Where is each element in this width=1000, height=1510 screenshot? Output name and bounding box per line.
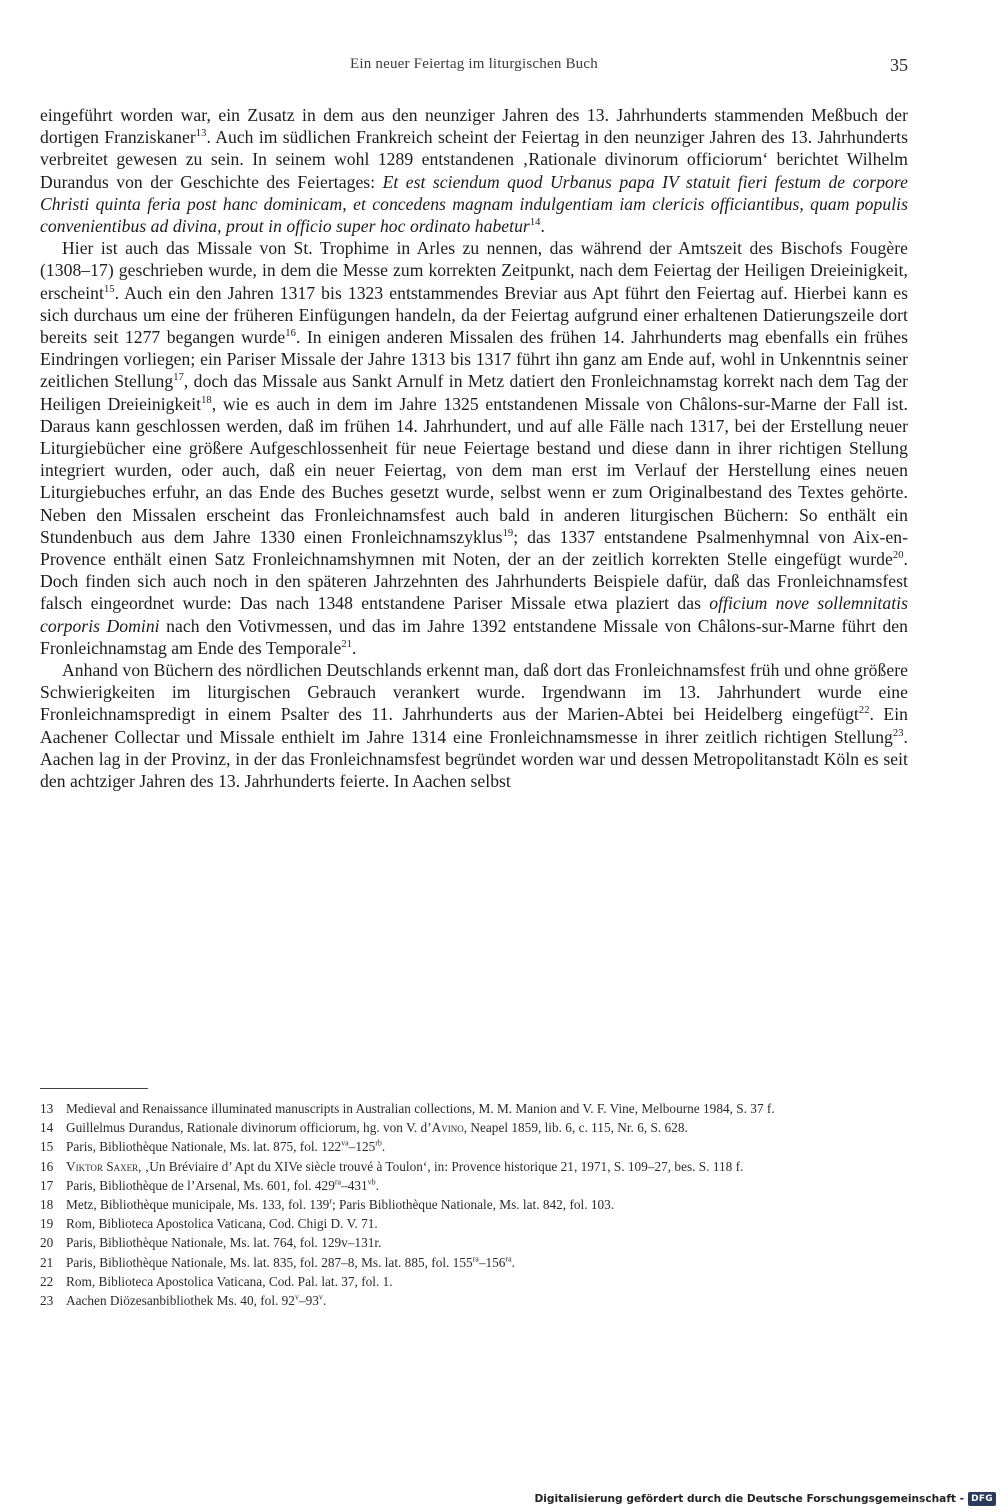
page-header bbox=[40, 56, 908, 86]
text-run: –156 bbox=[478, 1254, 506, 1270]
folio-superscript: rb bbox=[375, 1138, 382, 1148]
paragraph-1 bbox=[40, 104, 908, 237]
text-run: , Neapel 1859, lib. 6, c. 115, Nr. 6, S. 628. bbox=[463, 1120, 688, 1136]
text-run: . bbox=[351, 637, 357, 658]
author-name: Avino bbox=[431, 1120, 464, 1136]
author-name: Viktor Saxer bbox=[66, 1158, 139, 1174]
footnote-ref: 19 bbox=[502, 528, 514, 539]
folio-superscript: ra bbox=[334, 1177, 342, 1187]
footnote-16 bbox=[40, 1157, 908, 1176]
dfg-logo-icon: DFG bbox=[968, 1492, 996, 1506]
footnote-text: Rom, Biblioteca Apostolica Vaticana, Cod. Chigi D. V. 71. bbox=[66, 1216, 378, 1232]
text-run: . Doch finden sich auch noch in den späteren Jahrzehnten des Jahrhunderts Beispiele dafür, daß das Fronleichnamsfest falsch eingeordnet wurde: Das nach 1348 entstandene Pariser Missale etwa plaziert das bbox=[40, 549, 908, 614]
text-run: Metz, Bibliothèque municipale, Ms. 133, fol. 139 bbox=[66, 1197, 330, 1213]
footnote-17 bbox=[40, 1176, 908, 1195]
page-number: 35 bbox=[890, 55, 908, 75]
text-run: , wie es auch in dem im Jahre 1325 entstandenen Missale von Châlons-sur-Marne der Fall ist. Daraus kann geschlossen werden, daß im frühen 14. Jahrhundert, und auf alle Fälle nach 1317, bei der Erstellung neuer Liturgiebücher eine größere Aufgeschlossenheit für neue Feiertage bestand und diese dann in ihrer richtigen Stellung integriert wurden, oder auch, daß ein neuer Feiertag, von dem man erst im Verlauf der Herstellung eines neuen Liturgiebuches erfuhr, an das Ende des Buches gesetzt wurde, selbst wenn er zum Originalbestand des Textes gehörte. Neben den Missalen erscheint das Fronleichnamsfest auch bald in anderen liturgischen Büchern: So enthält ein Stundenbuch aus dem Jahre 1330 einen Fronleichnamszyklus bbox=[40, 393, 909, 547]
footnote-text bbox=[66, 1118, 908, 1137]
footnote-number: 21 bbox=[40, 1254, 54, 1270]
footnote-15 bbox=[40, 1137, 908, 1156]
footnote-number: 19 bbox=[40, 1216, 54, 1232]
footnote-19 bbox=[40, 1214, 908, 1233]
folio-superscript: v bbox=[294, 1292, 299, 1302]
footnote-number: 17 bbox=[40, 1177, 54, 1193]
footnote-ref: 15 bbox=[103, 283, 115, 295]
footnote-text bbox=[66, 1291, 908, 1310]
footnote-number: 23 bbox=[40, 1293, 54, 1309]
text-run: . bbox=[540, 216, 545, 237]
footnote-ref: 13 bbox=[195, 128, 207, 140]
folio-superscript: ra bbox=[505, 1254, 512, 1264]
text-run: . Auch im südlichen Frankreich scheint der Feiertag in den neunziger Jahren des 13. Jahrhunderts verbreitet gewesen zu sein. In seinem wohl 1289 entstandenen ‚Rationale divinorum officiorum‘ berichtet Wilhelm Durandus von der Geschichte des Feiertages: bbox=[40, 127, 908, 192]
footnote-ref: 16 bbox=[285, 328, 296, 340]
footnote-number: 20 bbox=[40, 1235, 54, 1251]
latin-quote: Et est sciendum quod Urbanus papa IV statuit fieri festum de corpore Christi quinta feria post hanc dominicam, et concedens magnam indulgentiam iam clericis officiantibus, quam populis convenientibus ad divina, prout in officio super hoc ordinato habetur bbox=[40, 171, 908, 237]
footnote-number: 22 bbox=[40, 1273, 54, 1289]
folio-superscript: ra bbox=[472, 1254, 479, 1264]
text-run: ; Paris Bibliothèque Nationale, Ms. lat. 842, fol. 103. bbox=[331, 1197, 615, 1213]
footnote-ref: 18 bbox=[201, 394, 212, 406]
text-run: . bbox=[375, 1177, 379, 1193]
footnote-number: 13 bbox=[40, 1101, 54, 1116]
text-run: –125 bbox=[348, 1139, 376, 1155]
folio-superscript: vb bbox=[367, 1177, 376, 1187]
footnote-ref: 23 bbox=[892, 727, 904, 739]
footnote-13 bbox=[40, 1099, 908, 1118]
footnote-ref: 20 bbox=[892, 550, 904, 562]
text-run: Aachen Diözesanbibliothek Ms. 40, fol. 92 bbox=[66, 1293, 295, 1309]
footnote-ref: 14 bbox=[529, 217, 541, 229]
funding-credit bbox=[535, 1492, 997, 1506]
footnote-text bbox=[66, 1137, 908, 1156]
text-run: –431 bbox=[341, 1177, 368, 1193]
footnote-number: 14 bbox=[40, 1120, 54, 1136]
footnote-text bbox=[66, 1253, 908, 1272]
paragraph-3 bbox=[40, 659, 908, 792]
footnote-text bbox=[66, 1157, 908, 1176]
footnote-number: 15 bbox=[40, 1139, 54, 1155]
text-run: , doch das Missale aus Sankt Arnulf in Metz datiert den Fronleichnamstag korrekt nach dem Tag der Heiligen Dreieinigkeit bbox=[40, 371, 908, 414]
footnote-number: 18 bbox=[40, 1197, 54, 1213]
text-run: eingeführt worden war, ein Zusatz in dem aus den neunziger Jahren des 13. Jahrhunderts stammenden Meßbuch der dortigen Franziskaner bbox=[40, 105, 908, 148]
text-run: . In einigen anderen Missalen des frühen 14. Jahrhunderts mag ebenfalls ein frühes Eindringen vorliegen; ein Pariser Missale der Jahre 1313 bis 1317 führt ihn ganz am Ende auf, wohl in Unkenntnis seiner zeitlichen Stellung bbox=[40, 327, 908, 392]
text-run: . bbox=[322, 1293, 327, 1309]
main-text bbox=[40, 104, 908, 792]
text-run: Hier ist auch das Missale von St. Trophime in Arles zu nennen, das während der Amtszeit des Bischofs Fougère (1308–17) geschrieben wurde, in dem die Messe zum korrekten Zeitpunkt, nach dem Feiertag der Heiligen Dreieinigkeit, erscheint bbox=[40, 238, 908, 303]
text-run: . Aachen lag in der Provinz, in der das Fronleichnamsfest begründet worden war und dessen Metropolitanstadt Köln es seit den achtziger Jahren des 13. Jahrhunderts feierte. In Aachen selbst bbox=[40, 726, 908, 792]
footnote-text: Rom, Biblioteca Apostolica Vaticana, Cod. Pal. lat. 37, fol. 1. bbox=[66, 1273, 393, 1289]
footnote-23 bbox=[40, 1291, 908, 1310]
text-run: Anhand von Büchern des nördlichen Deutschlands erkennt man, daß dort das Fronleichnamsfest früh und ohne größere Schwierigkeiten im liturgischen Gebrauch verankert wurde. Irgendwann im 13. Jahrhundert wurde eine Fronleichnamspredigt in einem Psalter des 11. Jahrhunderts aus der Marien-Abtei bei Heidelberg eingefügt bbox=[40, 660, 908, 725]
folio-superscript: v bbox=[318, 1292, 323, 1302]
text-run: . Auch ein den Jahren 1317 bis 1323 entstammendes Breviar aus Apt führt den Feiertag auf. Hierbei kann es sich durchaus um eine der früheren Einfügungen handeln, da der Feiertag aufgrund einer erhaltenen Datierungszeile dort bereits seit 1277 begangen wurde bbox=[40, 282, 908, 348]
text-run: Paris, Bibliothèque Nationale, Ms. lat. 875, fol. 122 bbox=[66, 1139, 342, 1155]
text-run: ; das 1337 entstandene Psalmenhymnal von Aix-en-Provence enthält einen Satz Fronleichnamshymnen mit Noten, der an der zeitlich korrekten Stelle eingefügt wurde bbox=[40, 526, 908, 570]
italic-phrase: officium nove sollemnitatis corporis Domini bbox=[40, 593, 908, 636]
text-run: nach den Votivmessen, und das im Jahre 1392 entstandene Missale von Châlons-sur-Marne führt den Fronleichnamstag am Ende des Temporale bbox=[40, 615, 909, 658]
footnote-text bbox=[66, 1176, 908, 1195]
footnotes bbox=[40, 1099, 908, 1310]
footnote-22 bbox=[40, 1272, 908, 1291]
text-run: , ‚Un Bréviaire d’ Apt du XIVe siècle trouvé à Toulon‘, in: Provence historique 21, 1971, S. 109–27, bes. S. 118 f. bbox=[138, 1158, 744, 1174]
footnote-text: Paris, Bibliothèque Nationale, Ms. lat. 764, fol. 129v–131r. bbox=[66, 1235, 382, 1251]
text-run: Paris, Bibliothèque de l’Arsenal, Ms. 601, fol. 429 bbox=[66, 1177, 335, 1193]
footnote-21 bbox=[40, 1253, 908, 1272]
footnote-number: 16 bbox=[40, 1158, 54, 1174]
footnote-14 bbox=[40, 1118, 908, 1137]
folio-superscript: va bbox=[341, 1138, 349, 1148]
running-title: Ein neuer Feiertag im liturgischen Buch bbox=[350, 56, 598, 72]
footnote-ref: 17 bbox=[173, 372, 184, 384]
paragraph-2 bbox=[40, 237, 908, 659]
footnote-text bbox=[66, 1195, 908, 1214]
text-run: . bbox=[381, 1139, 386, 1155]
folio-superscript: r bbox=[329, 1196, 332, 1206]
footnote-18 bbox=[40, 1195, 908, 1214]
text-run: –93 bbox=[298, 1293, 319, 1309]
footnote-ref: 22 bbox=[858, 705, 870, 717]
footnote-divider bbox=[40, 1088, 148, 1089]
text-run: Paris, Bibliothèque Nationale, Ms. lat. 835, fol. 287–8, Ms. lat. 885, fol. 155 bbox=[66, 1254, 473, 1270]
credit-text: Digitalisierung gefördert durch die Deutsche Forschungsgemeinschaft - bbox=[534, 1493, 965, 1505]
footnote-ref: 21 bbox=[341, 639, 352, 651]
text-run: . Ein Aachener Collectar und Missale enthielt im Jahre 1314 eine Fronleichnamsmesse in ihrer zeitlich richtigen Stellung bbox=[40, 704, 908, 747]
footnote-20 bbox=[40, 1233, 908, 1252]
footnote-text: Medieval and Renaissance illuminated manuscripts in Australian collections, M. M. Manion and V. F. Vine, Melbourne 1984, S. 37 f. bbox=[66, 1101, 775, 1116]
text-run: . bbox=[511, 1254, 515, 1270]
text-run: Guillelmus Durandus, Rationale divinorum officiorum, hg. von V. d’ bbox=[66, 1120, 432, 1136]
